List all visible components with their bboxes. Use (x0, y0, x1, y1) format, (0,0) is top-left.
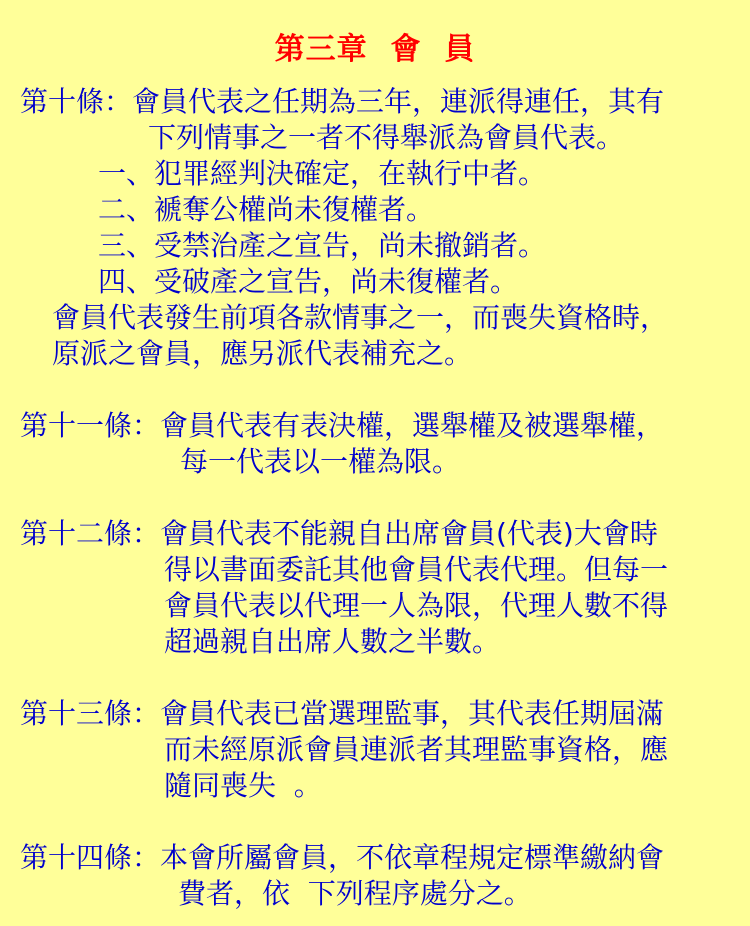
article-10-line-2: 下列情事之一者不得舉派為會員代表。 (148, 121, 625, 154)
article-14-line-1: 第十四條：本會所屬會員，不依章程規定標準繳納會 (20, 841, 665, 874)
article-10-paragraph-line-2: 原派之會員，應另派代表補充之。 (52, 337, 473, 370)
article-10-item-3: 三、受禁治產之宣告，尚未撤銷者。 (98, 229, 547, 262)
article-13-line-1: 第十三條：會員代表已當選理監事，其代表任期屆滿 (20, 697, 665, 730)
article-12-line-3: 會員代表以代理一人為限，代理人數不得 (164, 589, 669, 622)
article-11-line-2: 每一代表以一權為限。 (180, 445, 461, 478)
article-10-paragraph-line-1: 會員代表發生前項各款情事之一，而喪失資格時， (52, 301, 669, 334)
article-14-line-2: 費者，依 下列程序處分之。 (178, 877, 532, 910)
article-12-line-1: 第十二條：會員代表不能親自出席會員(代表)大會時 (20, 517, 658, 550)
article-13-line-3: 隨同喪失 。 (164, 769, 322, 802)
article-10-item-2: 二、褫奪公權尚未復權者。 (98, 193, 435, 226)
chapter-title: 第三章 會 員 (274, 32, 476, 67)
article-13-line-2: 而未經原派會員連派者其理監事資格，應 (164, 733, 669, 766)
article-10-item-1: 一、犯罪經判決確定，在執行中者。 (98, 157, 547, 190)
article-10-item-4: 四、受破產之宣告，尚未復權者。 (98, 265, 519, 298)
article-11-line-1: 第十一條：會員代表有表決權，選舉權及被選舉權， (20, 409, 665, 442)
article-12-line-2: 得以書面委託其他會員代表代理。但每一 (164, 553, 669, 586)
article-10-line-1: 第十條：會員代表之任期為三年，連派得連任，其有 (20, 85, 665, 118)
article-12-line-4: 超過親自出席人數之半數。 (164, 625, 501, 658)
